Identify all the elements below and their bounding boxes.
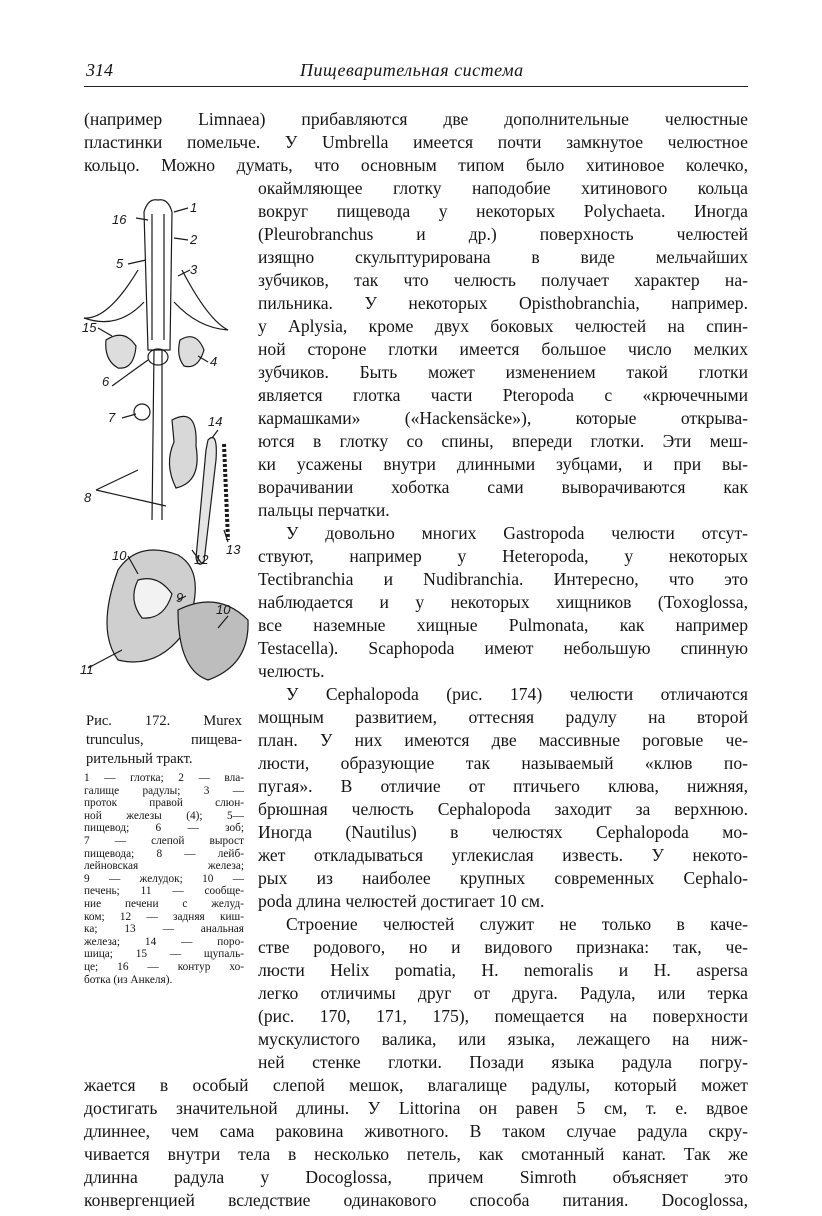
text-line: Tectibranchia и Nudibranchia. Интересно, что это [258,569,748,589]
text-line: наблюдается и у некоторых хищников (Toxoglossa, [258,592,748,612]
figure-label: 3 [190,262,198,277]
text-line: жет откладываться углекислая известь. У некото- [258,845,748,865]
paragraph-start: У довольно многих Gastropoda челюсти отсут- [286,523,748,543]
text-line: брюшная челюсть Cephalopoda заходит за верхнюю. [258,799,748,819]
text-line: кармашками» («Hackensäcke»), которые открыва- [258,408,748,428]
text-line: пильника. У некоторых Opisthobranchia, например. [258,293,748,313]
text-line: (рис. 170, 171, 175), помещается на поверхности [258,1006,748,1026]
text-line: является глотка части Pteropoda с «крючечными [258,385,748,405]
figure-caption: trunculus, пищева- [86,732,242,748]
text-line: длиннее, чем сама раковина животного. В таком случае радула скру- [84,1121,748,1141]
figure-legend-line: 1 — глотка; 2 — вла- [84,772,244,784]
text-line: люсти Helix pomatia, H. nemoralis и H. aspersa [258,960,748,980]
running-header [84,58,748,88]
text-line: люсти, образующие так называемый «клюв по- [258,753,748,773]
text-line: ной стороне глотки имеется большое число мелких [258,339,748,359]
running-title: Пищеварительная система [300,60,524,80]
text-line: кольцо. Можно думать, что основным типом было хитиновое колечко, [84,155,748,175]
figure-legend-line: шица; 15 — щупаль- [84,948,244,961]
text-line: пугая». В отличие от птичьего клюва, нижняя, [258,776,748,796]
text-line: (Pleurobranchus и др.) поверхность челюстей [258,224,748,244]
figure-label: 10 [216,602,231,617]
text-line: все наземные хищные Pulmonata, как например [258,615,748,635]
figure-label: 9 [176,590,184,605]
figure-legend-line: ние печени с желуд- [84,898,244,910]
figure-label: 13 [226,542,241,557]
paragraph-start: У Cephalopoda (рис. 174) челюсти отличаются [286,684,748,704]
text-line: у Aplysia, кроме двух боковых челюстей на спин- [258,316,748,336]
figure-legend-line: печень; 11 — сообще- [84,885,244,898]
text-line: легко отличимы друг от друга. Радула, или терка [258,983,748,1003]
text-line: ки усажены внутри длинными зубцами, и при вы- [258,454,748,474]
text-line: достигать значительной длины. У Littorina он равен 5 см, т. е. вдвое [84,1098,748,1118]
text-line: жается в особый слепой мешок, влагалище радулы, который может [84,1075,748,1095]
text-line: Testacella). Scaphopoda имеют небольшую спинную [258,638,748,658]
text-line: ствуют, например у Heteropoda, у некоторых [258,546,748,566]
text-line: ются в глотку со спины, впереди глотки. Эти меш- [258,431,748,451]
text-line: конвергенцией вследствие одинакового способа питания. Docoglossa, [84,1190,748,1210]
figure-caption: рительный тракт. [86,751,193,767]
figure-label: 14 [208,414,223,429]
text-line: ворачивании хоботка сами выворачиваются как [258,477,748,497]
figure-legend-line: 9 — желудок; 10 — [84,872,244,885]
text-line: вокруг пищевода у некоторых Polychaeta. Иногда [258,201,748,221]
figure-label: 4 [210,354,218,369]
text-line: (например Limnaea) прибавляются две дополнительные челюстные [84,109,748,129]
figure-legend-line: це; 16 — контур хо- [84,961,244,973]
page-number: 314 [86,60,113,80]
figure-caption: Рис. 172. Murex [86,713,242,729]
figure-legend-line: лейновская железа; [84,860,244,873]
figure-legend-line: ком; 12 — задняя киш- [84,910,244,923]
figure-legend-line: проток правой слюн- [84,797,244,810]
text-line: ней стенке глотки. Позади языка радула погру- [258,1052,748,1072]
figure-legend-line: пищевод; 6 — зоб; [84,822,244,835]
text-line: poda длина челюстей достигает 10 см. [258,891,545,911]
text-line: окаймляющее глотку наподобие хитинового кольца [258,178,748,198]
figure-legend-line: ботка (из Анкеля). [84,973,173,986]
figure-legend-line: галище радулы; 3 — [84,784,244,797]
text-line: стве родового, но и видового признака: так, че- [258,937,748,957]
text-line: длинна радула у Docoglossa, причем Simroth объясняет это [84,1167,748,1187]
figure-label: 6 [102,374,110,389]
figure-label: 8 [84,490,92,505]
text-line: пальцы перчатки. [258,500,390,520]
figure-legend-line: пищевода; 8 — лейб- [84,847,244,860]
figure-legend-line: железа; 14 — поро- [84,935,244,948]
text-line: мощным развитием, оттесняя радулу на второй [258,707,748,727]
text-line: зубчиков, так что челюсть получает характер на- [258,270,748,290]
murex-digestive-tract-figure [78,190,254,695]
figure-label: 11 [80,662,94,677]
text-line: мускулистого валика, или языка, лежащего на ниж- [258,1029,748,1049]
text-line: чивается внутри тела в несколько петель, как смотанный канат. Так же [84,1144,748,1164]
text-line: план. У них имеются две массивные роговые че- [258,730,748,750]
figure-label: 1 [190,200,198,215]
figure-label: 15 [82,320,97,335]
figure-legend-line: ной железы (4); 5— [84,809,244,822]
figure-label: 2 [190,232,198,247]
figure-label: 5 [116,256,124,271]
figure-label: 10 [112,548,127,563]
text-line: пластинки помельче. У Umbrella имеется почти замкнутое челюстное [84,132,748,152]
paragraph-start: Строение челюстей служит не только в каче- [286,914,748,934]
text-line: изящно скульптурирована в виде мельчайших [258,247,748,267]
text-line: челюсть. [258,661,325,681]
figure-legend-line: 7 — слепой вырост [84,835,244,847]
figure-label: 12 [194,552,209,567]
text-line: рых из наиболее крупных современных Cephalo- [258,868,748,888]
header-rule [84,86,748,87]
text-line: зубчиков. Быть может изменением такой глотки [258,362,748,382]
text-line: Иногда (Nautilus) в челюстях Cephalopoda мо- [258,822,748,842]
figure-legend-line: ка; 13 — анальная [84,923,244,936]
figure-label: 16 [112,212,127,227]
figure-label: 7 [108,410,116,425]
